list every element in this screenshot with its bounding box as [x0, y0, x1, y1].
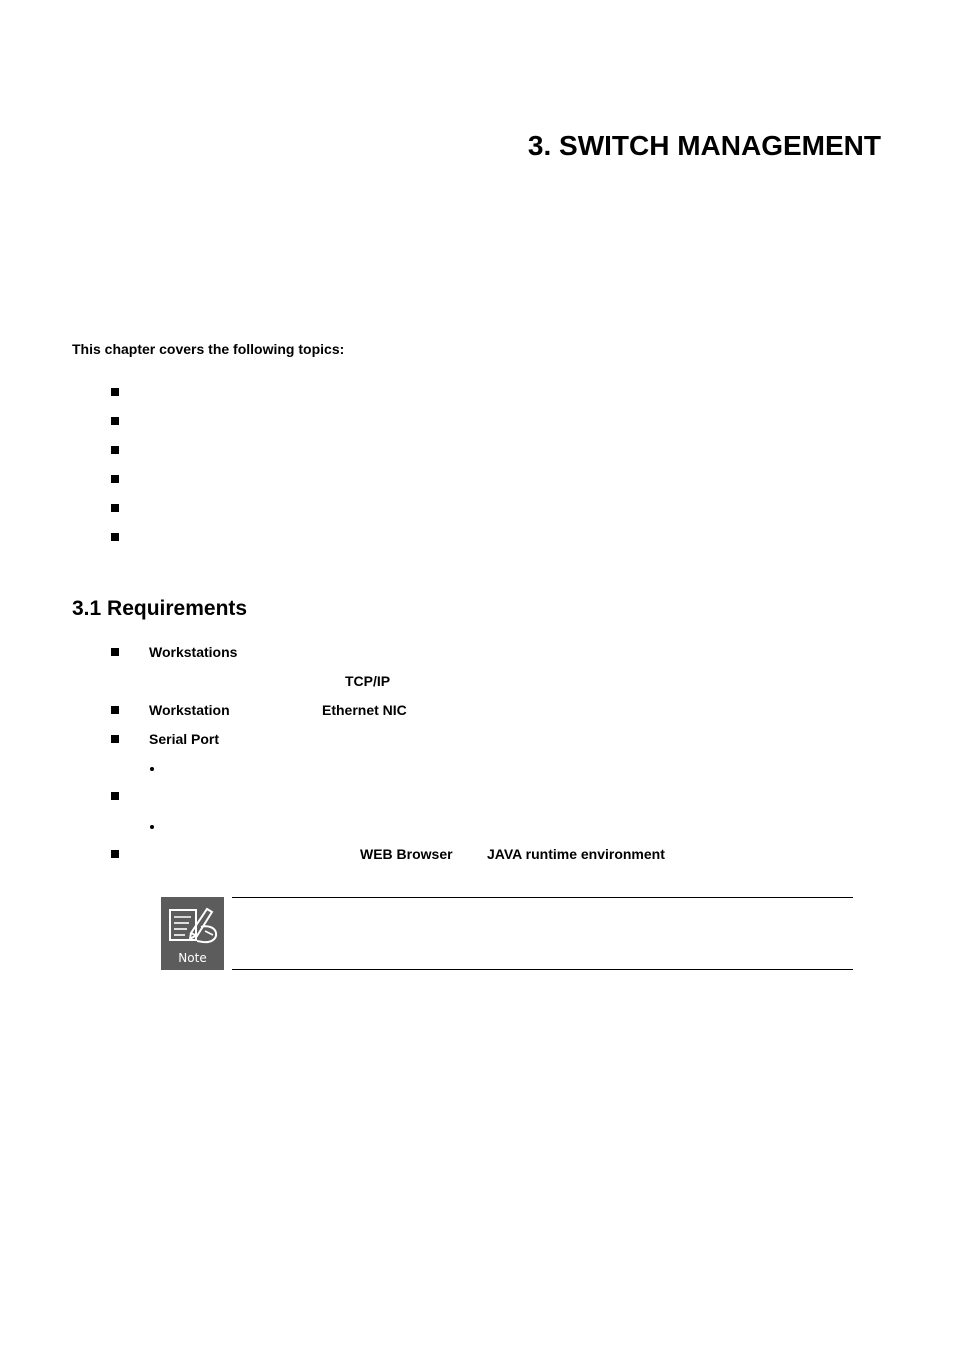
note-icon-label: Note [178, 951, 207, 965]
dot-bullet-icon [150, 767, 154, 771]
square-bullet-icon [111, 475, 119, 483]
note-bottom-rule [232, 969, 853, 970]
req-workstation: Workstation [149, 702, 230, 718]
note-top-rule [232, 897, 853, 898]
square-bullet-icon [111, 446, 119, 454]
square-bullet-icon [111, 533, 119, 541]
note-icon [161, 897, 224, 970]
req-java-runtime: JAVA runtime environment [487, 846, 665, 862]
square-bullet-icon [111, 706, 119, 714]
req-ethernet-nic: Ethernet NIC [322, 702, 407, 718]
intro-text: This chapter covers the following topics: [72, 341, 345, 357]
req-tcpip: TCP/IP [345, 673, 391, 689]
dot-bullet-icon [150, 825, 154, 829]
square-bullet-icon [111, 648, 119, 656]
square-bullet-icon [111, 388, 119, 396]
square-bullet-icon [111, 735, 119, 743]
square-bullet-icon [111, 504, 119, 512]
square-bullet-icon [111, 417, 119, 425]
square-bullet-icon [111, 792, 119, 800]
square-bullet-icon [111, 850, 119, 858]
req-serial-port: Serial Port [149, 731, 220, 747]
req-workstations: Workstations [149, 644, 238, 660]
chapter-title: 3. SWITCH MANAGEMENT [527, 130, 881, 161]
section-title: 3.1 Requirements [72, 597, 248, 620]
req-web-browser: WEB Browser [360, 846, 453, 862]
